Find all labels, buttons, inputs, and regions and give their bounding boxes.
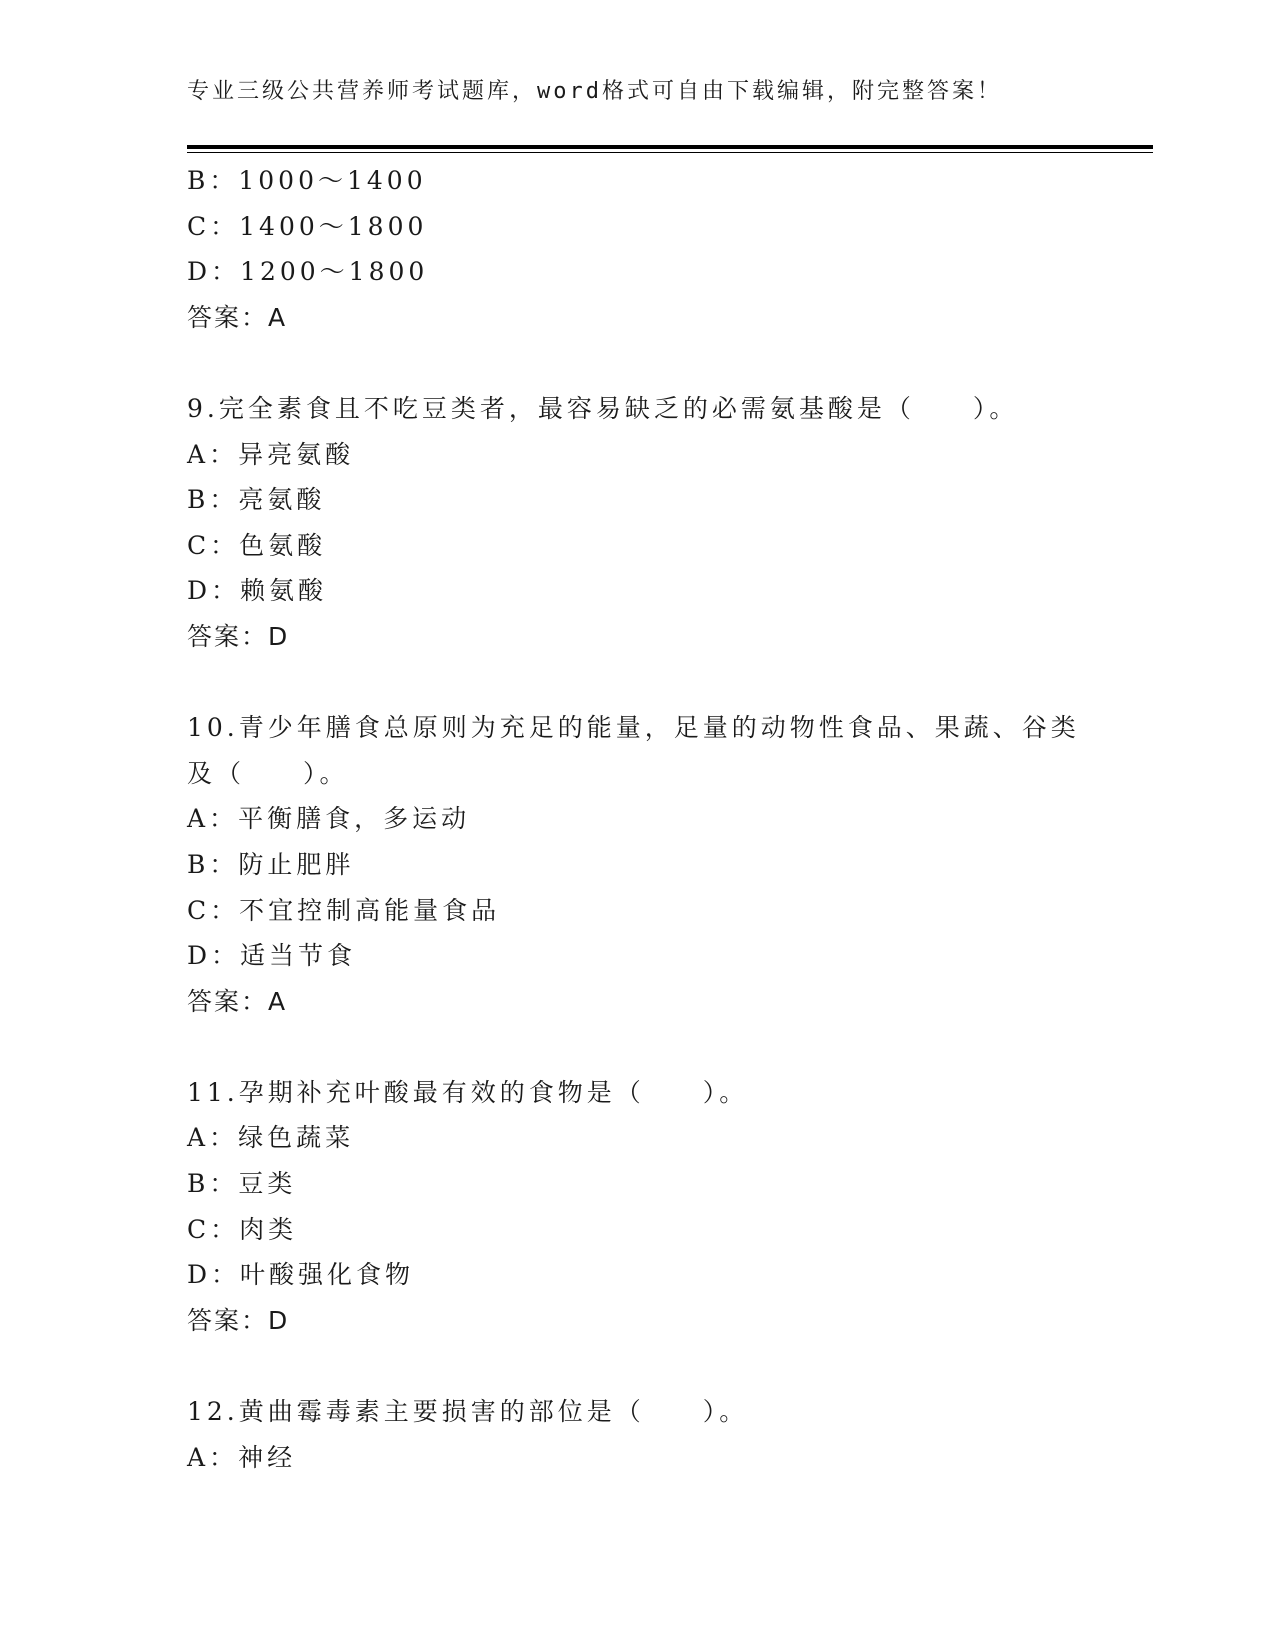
header-rule-thin xyxy=(187,152,1153,153)
q11-answer: 答案：D xyxy=(187,1305,290,1335)
spacer xyxy=(187,660,1087,706)
q12-option-a: A：神经 xyxy=(187,1442,297,1472)
q10-stem-line2: 及（ ）。 xyxy=(187,758,349,788)
q11-option-d: D：叶酸强化食物 xyxy=(187,1260,415,1290)
spacer xyxy=(187,340,1087,386)
q9-option-d: D：赖氨酸 xyxy=(187,576,328,606)
spacer xyxy=(187,1024,1087,1070)
q9-answer: 答案：D xyxy=(187,621,290,651)
q12-stem: 12.黄曲霉毒素主要损害的部位是（ ）。 xyxy=(187,1397,749,1427)
q9-option-b: B：亮氨酸 xyxy=(187,485,326,515)
q10-stem-line1: 10.青少年膳食总原则为充足的能量，足量的动物性食品、果蔬、谷类 xyxy=(187,713,1080,743)
q11-option-c: C：肉类 xyxy=(187,1214,298,1244)
q10-option-d: D：适当节食 xyxy=(187,941,357,971)
q9-option-c: C：色氨酸 xyxy=(187,530,327,560)
q8-option-c: C：1400～1800 xyxy=(187,211,428,241)
q10-option-a: A：平衡膳食，多运动 xyxy=(187,804,471,834)
q10-option-c: C：不宜控制高能量食品 xyxy=(187,895,501,925)
spacer xyxy=(187,1343,1087,1389)
q9-option-a: A：异亮氨酸 xyxy=(187,439,355,469)
q10-option-b: B：防止肥胖 xyxy=(187,849,355,879)
q9-stem: 9.完全素食且不吃豆类者，最容易缺乏的必需氨基酸是（ ）。 xyxy=(187,393,1019,423)
q11-option-a: A：绿色蔬菜 xyxy=(187,1123,355,1153)
header-rule-thick xyxy=(187,145,1153,149)
question-content xyxy=(187,158,1087,1480)
q8-answer: 答案：A xyxy=(187,302,288,332)
q8-option-d: D：1200～1800 xyxy=(187,257,429,287)
q10-answer: 答案：A xyxy=(187,986,288,1016)
page-header: 专业三级公共营养师考试题库，word格式可自由下载编辑，附完整答案！ xyxy=(187,79,1002,104)
q11-option-b: B：豆类 xyxy=(187,1169,297,1199)
q8-option-b: B：1000～1400 xyxy=(187,166,427,195)
q11-stem: 11.孕期补充叶酸最有效的食物是（ ）。 xyxy=(187,1077,749,1107)
